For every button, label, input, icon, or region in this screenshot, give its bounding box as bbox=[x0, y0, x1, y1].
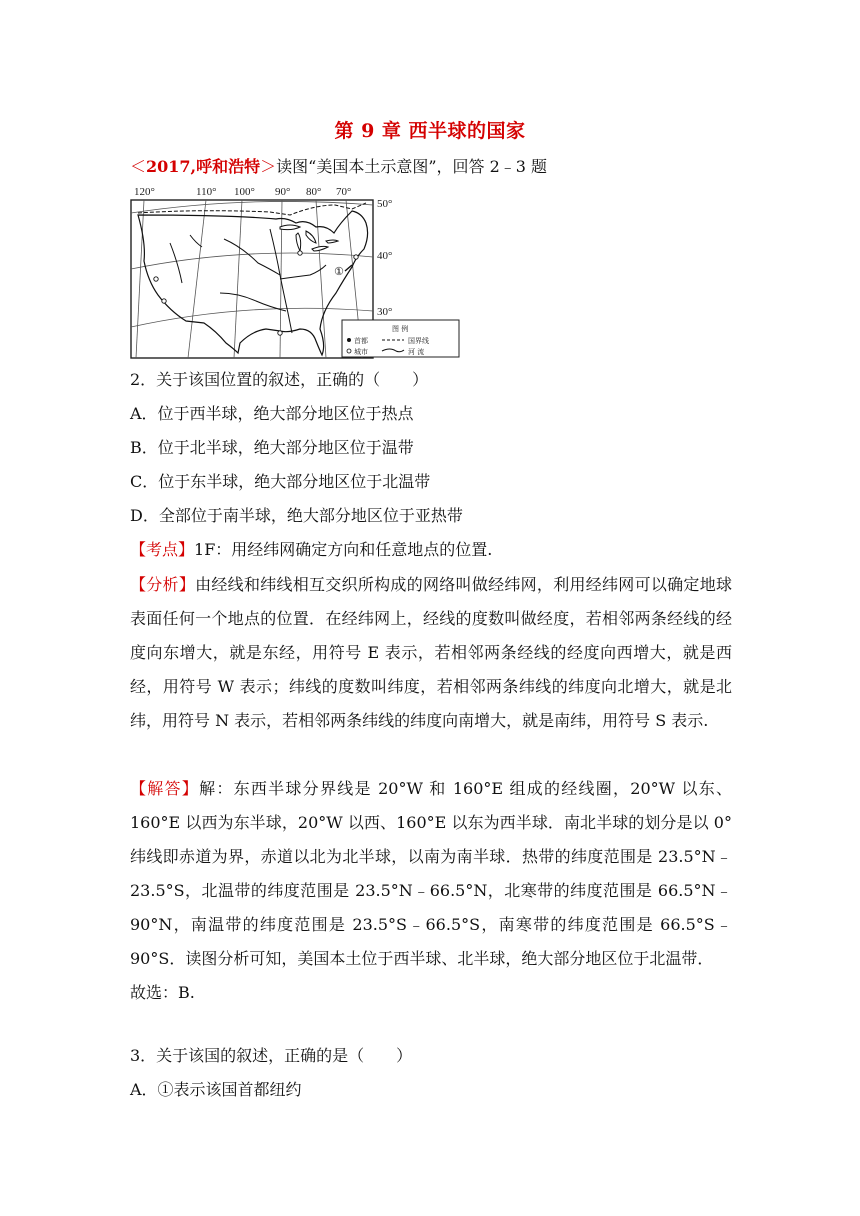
kaodian-section bbox=[130, 540, 492, 560]
kaodian-text: 1F：用经纬网确定方向和任意地点的位置. bbox=[194, 540, 493, 559]
marker-1: ① bbox=[334, 265, 344, 278]
q2-option-c: C．位于东半球，绝大部分地区位于北温带 bbox=[130, 472, 431, 491]
lon-label-80: 80° bbox=[306, 186, 322, 198]
kaodian-label: 【考点】 bbox=[130, 540, 195, 559]
fenxi-label: 【分析】 bbox=[130, 575, 196, 594]
lon-label-100: 100° bbox=[234, 186, 255, 198]
source-open-bracket: ＜ bbox=[130, 157, 147, 176]
q2-stem: 2．关于该国位置的叙述，正确的（ ） bbox=[130, 370, 429, 389]
fenxi-section bbox=[130, 568, 732, 738]
source-tag bbox=[130, 157, 276, 176]
lat-label-50: 50° bbox=[377, 198, 393, 210]
legend-title: 图 例 bbox=[392, 325, 409, 333]
capital-symbol bbox=[347, 338, 351, 342]
q3-option-a: A．①表示该国首都纽约 bbox=[130, 1080, 302, 1099]
q2-option-d: D．全部位于南半球，绝大部分地区位于亚热带 bbox=[130, 506, 463, 525]
source-close-bracket: ＞ bbox=[260, 157, 277, 176]
legend-river: 河 流 bbox=[408, 348, 425, 356]
lon-label-70: 70° bbox=[336, 186, 352, 198]
jieda-label: 【解答】 bbox=[130, 779, 200, 798]
q3-stem: 3．关于该国的叙述，正确的是（ ） bbox=[130, 1046, 413, 1065]
lon-label-90: 90° bbox=[275, 186, 291, 198]
lat-label-40: 40° bbox=[377, 250, 393, 262]
legend-capital: 首都 bbox=[354, 337, 368, 345]
q2-option-b: B．位于北半球，绝大部分地区位于温带 bbox=[130, 438, 414, 457]
source-instruction: 读图“美国本土示意图”，回答 2﹣3 题 bbox=[276, 157, 548, 176]
map-legend bbox=[342, 320, 459, 357]
jieda-text: 解：东西半球分界线是 20°W 和 160°E 组成的经线圈，20°W 以东、160°E 以西为东半球，20°W 以西、160°E 以东为西半球．南北半球的划分是以 0°纬线即赤道为界，赤道以北为北半球，以南为南半球．热带的纬度范围是 23.5°N﹣23.5°S，北温带的纬度范围是 23.5°N﹣66.5°N，北寒带的纬度范围是 66.5°N﹣90°N，南温带的纬度范围是 23.5°S﹣66.5°S，南寒带的纬度范围是 66.5°S﹣90°S．读图分析可知，美国本土位于西半球、北半球，绝大部分地区位于北温带． bbox=[130, 779, 732, 968]
question-source-line bbox=[130, 154, 547, 177]
fenxi-text: 由经线和纬线相互交织所构成的网络叫做经纬网，利用经纬网可以确定地球表面任何一个地点的位置．在经纬网上，经线的度数叫做经度，若相邻两条经线的经度向东增大，就是东经，用符号 E 表示，若相邻两条经线的经度向西增大，就是西经，用符号 W 表示；纬线的度数叫纬度，若相邻两条纬线的纬度向北增大，就是北纬，用符号 N 表示，若相邻两条纬线的纬度向南增大，就是南纬，用符号 S 表示. bbox=[130, 575, 732, 730]
jieda-section bbox=[130, 772, 732, 1010]
city-symbol bbox=[347, 349, 351, 353]
jieda-answer: 故选：B. bbox=[130, 983, 195, 1002]
q2-option-a: A．位于西半球，绝大部分地区位于热点 bbox=[130, 404, 414, 423]
lon-label-110: 110° bbox=[196, 186, 217, 198]
lat-label-30: 30° bbox=[377, 306, 393, 318]
us-map-figure bbox=[130, 183, 460, 359]
source-tag-text: 2017,呼和浩特 bbox=[146, 157, 261, 176]
lon-label-120: 120° bbox=[134, 186, 155, 198]
chapter-title: 第 9 章 西半球的国家 bbox=[334, 120, 526, 142]
legend-border: 国界线 bbox=[408, 337, 429, 345]
legend-city: 城市 bbox=[354, 348, 368, 356]
